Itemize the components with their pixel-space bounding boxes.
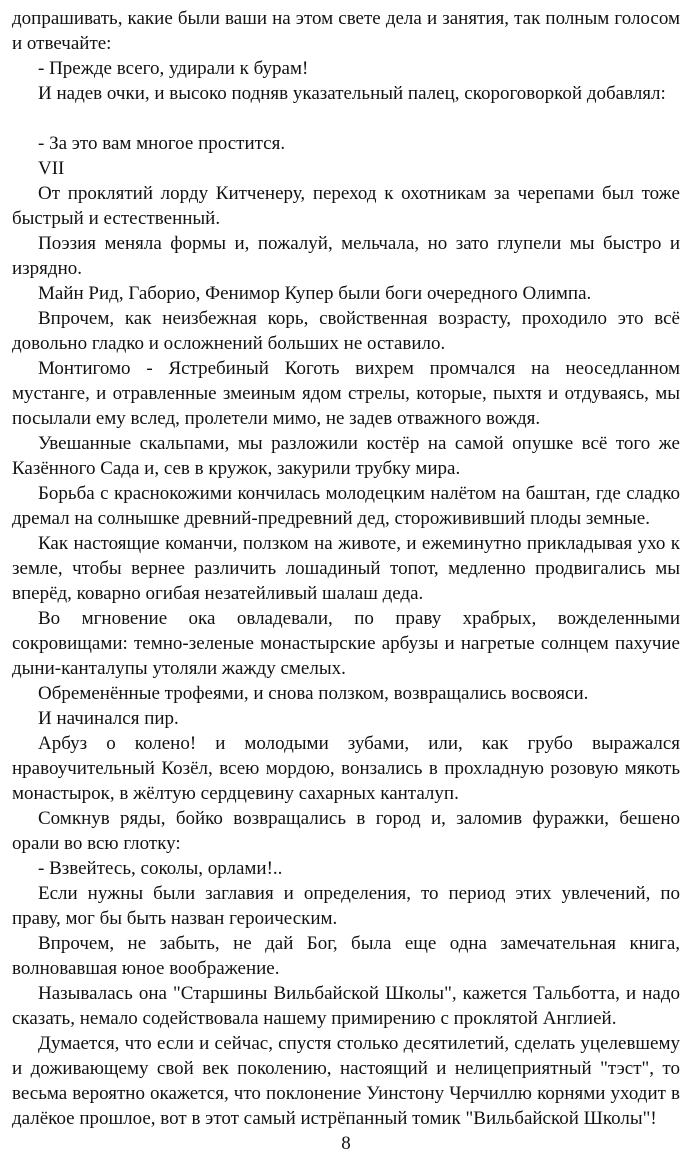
paragraph: Поэзия меняла формы и, пожалуй, мельчала, но зато глупели мы быстро и изрядно. (12, 233, 680, 279)
paragraph: И надев очки, и высоко подняв указательный палец, скороговоркой добавлял: (38, 83, 666, 104)
paragraph: - Прежде всего, удирали к бурам! (38, 58, 309, 79)
paragraph: Обременённые трофеями, и снова ползком, возвращались восвояси. (38, 683, 589, 704)
page-number: 8 (341, 1133, 351, 1154)
paragraph: Во мгновение ока овладевали, по праву храбрых, вожделенными сокровищами: темно-зеленые монастырские арбузы и нагретые солнцем пахучие дыни-канталупы утоляли жажду смелых. (12, 608, 680, 679)
paragraph (12, 106, 680, 131)
paragraph: Арбуз о колено! и молодыми зубами, или, как грубо выражался нравоучительный Козёл, всею мордою, вонзались в прохладную розовую мякоть монастырок, в жёлтую сердцевину сахарных канталуп. (12, 733, 680, 804)
paragraph: Впрочем, как неизбежная корь, свойственная возрасту, проходило это всё довольно гладко и осложнений больших не оставило. (12, 308, 680, 354)
page-body (12, 6, 680, 1131)
paragraph: И начинался пир. (38, 708, 179, 729)
paragraph: Впрочем, не забыть, не дай Бог, была еще одна замечательная книга, волновавшая юное воображение. (12, 933, 680, 979)
paragraph: От проклятий лорду Китченеру, переход к охотникам за черепами был тоже быстрый и естественный. (12, 183, 680, 229)
paragraph: Если нужны были заглавия и определения, то период этих увлечений, по праву, мог бы быть назван героическим. (12, 883, 680, 929)
paragraph: - За это вам многое простится. (38, 133, 286, 154)
paragraph: Борьба с краснокожими кончилась молодецким налётом на баштан, где сладко дремал на солнышке древний-предревний дед, сторожививший плоды земные. (12, 483, 680, 529)
paragraph: Монтигомо - Ястребиный Коготь вихрем промчался на неоседланном мустанге, и отравленные змеиным ядом стрелы, которые, пыхтя и отдуваясь, мы посылали ему вслед, пролетели мимо, не задев отважного вождя. (12, 358, 680, 429)
paragraph: допрашивать, какие были ваши на этом свете дела и занятия, так полным голосом и отвечайте: (12, 8, 680, 54)
paragraph: Думается, что если и сейчас, спустя столько десятилетий, сделать уцелевшему и доживающему свой век поколению, настоящий и нелицеприятный "тэст", то весьма вероятно окажется, что поклонение Уинстону Черчиллю корнями уходит в далёкое прошлое, вот в этот самый истрёпанный томик "Вильбайской Школы"! (12, 1033, 680, 1129)
paragraph: VII (38, 158, 65, 179)
paragraph: Майн Рид, Габорио, Фенимор Купер были боги очередного Олимпа. (38, 283, 592, 304)
paragraph: Как настоящие команчи, ползком на животе, и ежеминутно прикладывая ухо к земле, чтобы вернее различить лошадиный топот, медленно продвигались мы вперёд, коварно огибая незатейливый шалаш деда. (12, 533, 680, 604)
paragraph: - Взвейтесь, соколы, орлами!.. (38, 858, 283, 879)
paragraph: Называлась она "Старшины Вильбайской Школы", кажется Тальботта, и надо сказать, немало содействовала нашему примирению с проклятой Англией. (12, 983, 680, 1029)
paragraph: Увешанные скальпами, мы разложили костёр на самой опушке всё того же Казённого Сада и, сев в кружок, закурили трубку мира. (12, 433, 680, 479)
paragraph: Сомкнув ряды, бойко возвращались в город и, заломив фуражки, бешено орали во всю глотку: (12, 808, 680, 854)
